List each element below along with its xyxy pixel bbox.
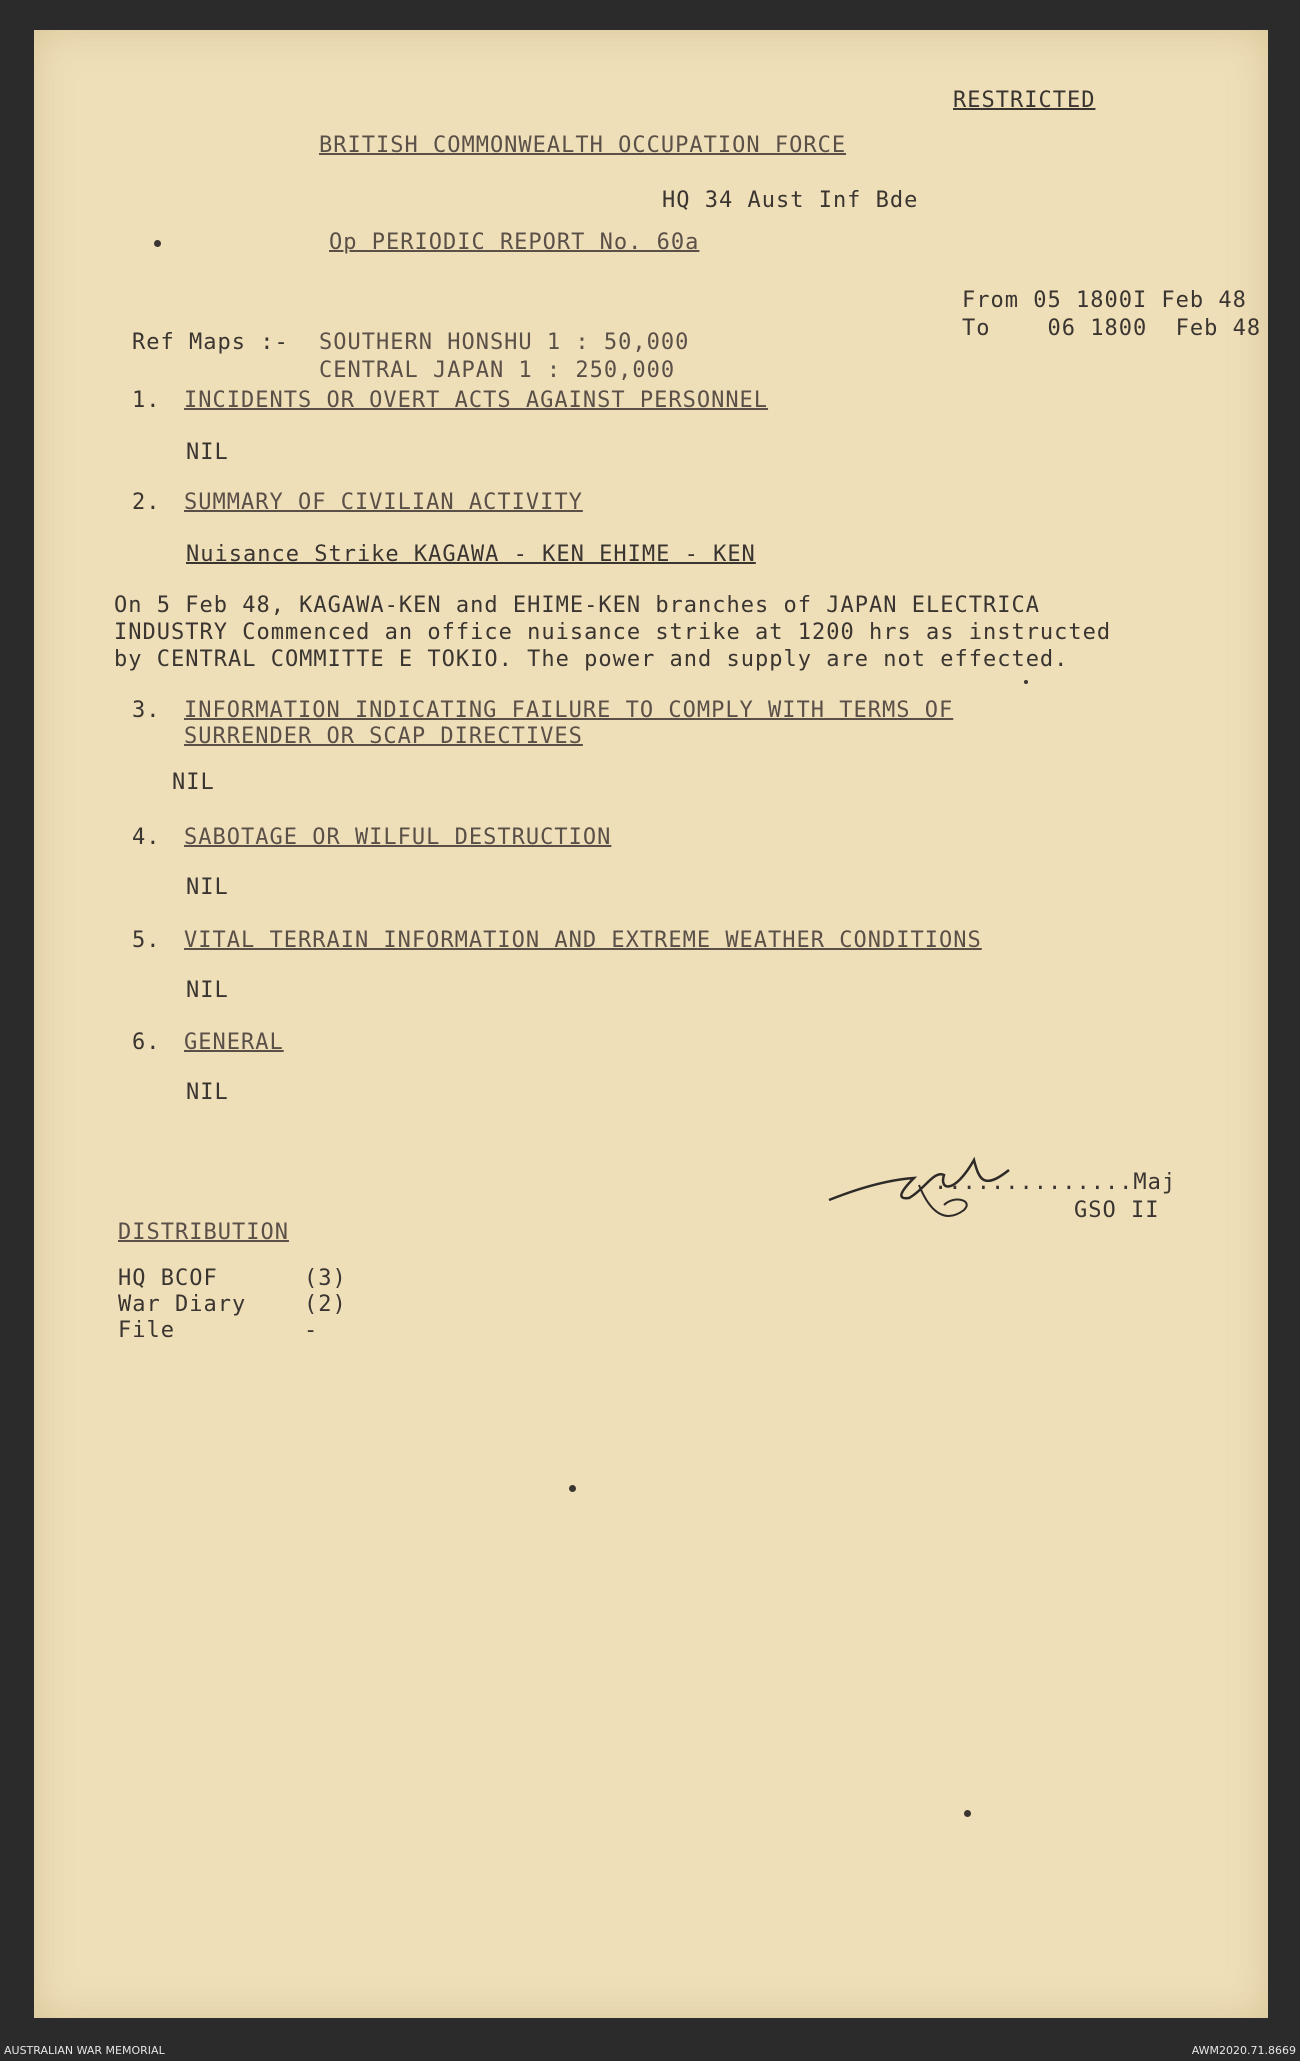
distribution-row-2-count: (2) xyxy=(304,1292,347,1317)
section-3-body: NIL xyxy=(172,770,215,795)
paper-speck xyxy=(1024,680,1028,684)
section-5-body: NIL xyxy=(186,978,229,1003)
section-5-heading: VITAL TERRAIN INFORMATION AND EXTREME WEATHER CONDITIONS xyxy=(184,928,982,953)
distribution-row-3-to: File xyxy=(118,1318,175,1343)
distribution-row-3-count: - xyxy=(304,1318,319,1343)
ref-map-2: CENTRAL JAPAN 1 : 250,000 xyxy=(319,358,676,383)
section-2-heading: SUMMARY OF CIVILIAN ACTIVITY xyxy=(184,490,583,515)
section-6-body: NIL xyxy=(186,1080,229,1105)
section-2-subheading: Nuisance Strike KAGAWA - KEN EHIME - KEN xyxy=(186,542,756,567)
section-5-number: 5. xyxy=(132,928,161,953)
section-4-number: 4. xyxy=(132,825,161,850)
section-1-body: NIL xyxy=(186,440,229,465)
from-line: From 05 1800I Feb 48 xyxy=(962,288,1247,313)
section-3-number: 3. xyxy=(132,698,161,723)
section-2-para-line-1: On 5 Feb 48, KAGAWA-KEN and EHIME-KEN branches of JAPAN ELECTRICA xyxy=(114,593,1040,618)
document-page xyxy=(34,30,1268,2018)
signature-rank: ..............Maj xyxy=(934,1170,1177,1195)
section-2-number: 2. xyxy=(132,490,161,515)
section-1-number: 1. xyxy=(132,388,161,413)
section-2-para-line-3: by CENTRAL COMMITTE E TOKIO. The power and supply are not effected. xyxy=(114,647,1069,672)
distribution-heading: DISTRIBUTION xyxy=(118,1220,289,1245)
paper-speck xyxy=(569,1485,576,1492)
distribution-row-2-to: War Diary xyxy=(118,1292,247,1317)
footer-right: AWM2020.71.8669 xyxy=(1191,2044,1296,2057)
footer-left: AUSTRALIAN WAR MEMORIAL xyxy=(4,2044,165,2057)
force-title: BRITISH COMMONWEALTH OCCUPATION FORCE xyxy=(319,133,847,158)
distribution-row-1-to: HQ BCOF xyxy=(118,1266,218,1291)
signature-title: GSO II xyxy=(1074,1198,1160,1223)
section-4-heading: SABOTAGE OR WILFUL DESTRUCTION xyxy=(184,825,612,850)
distribution-row-1-count: (3) xyxy=(304,1266,347,1291)
section-3-heading: INFORMATION INDICATING FAILURE TO COMPLY WITH TERMS OF xyxy=(184,698,954,723)
paper-speck xyxy=(154,240,161,247)
paper-speck xyxy=(964,1810,971,1817)
section-1-heading: INCIDENTS OR OVERT ACTS AGAINST PERSONNEL xyxy=(184,388,769,413)
ref-map-1: SOUTHERN HONSHU 1 : 50,000 xyxy=(319,330,690,355)
to-line: To 06 1800 Feb 48 xyxy=(962,316,1262,341)
report-title: Op PERIODIC REPORT No. 60a xyxy=(329,230,700,255)
section-3-heading-line-2: SURRENDER OR SCAP DIRECTIVES xyxy=(184,724,583,749)
hq-line: HQ 34 Aust Inf Bde xyxy=(662,188,919,213)
section-6-number: 6. xyxy=(132,1030,161,1055)
ref-maps-label: Ref Maps :- xyxy=(132,330,289,355)
section-2-para-line-2: INDUSTRY Commenced an office nuisance strike at 1200 hrs as instructed xyxy=(114,620,1112,645)
section-6-heading: GENERAL xyxy=(184,1030,284,1055)
restricted-stamp: RESTRICTED xyxy=(953,88,1096,113)
section-4-body: NIL xyxy=(186,875,229,900)
